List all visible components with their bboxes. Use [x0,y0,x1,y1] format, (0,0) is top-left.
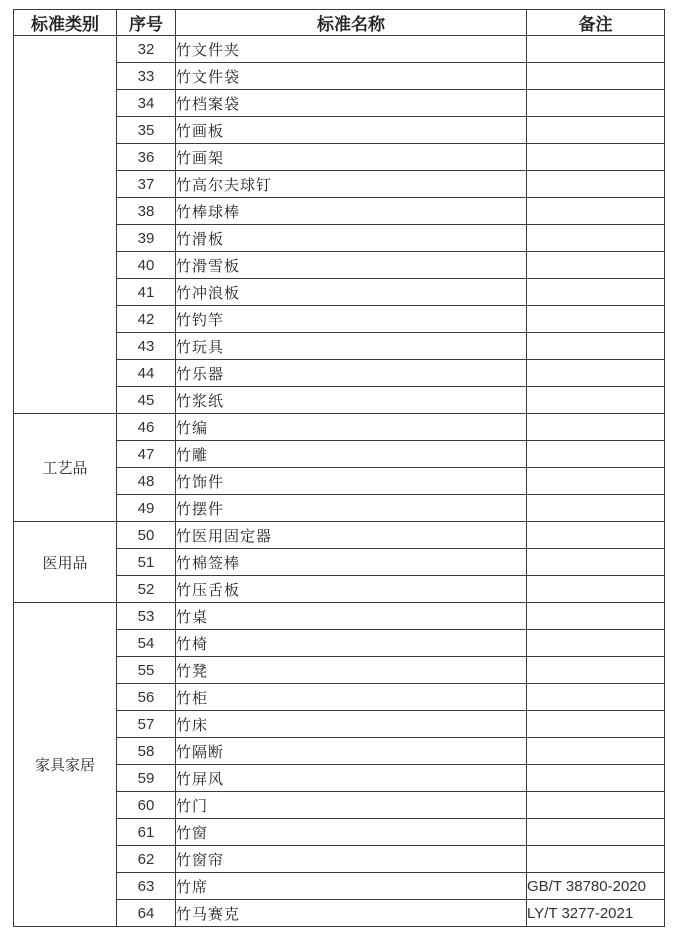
seq-number-cell: 42 [117,306,176,333]
standard-name-cell: 竹棒球棒 [176,198,527,225]
header-row [14,10,665,36]
seq-number-cell: 38 [117,198,176,225]
standard-name-cell: 竹床 [176,711,527,738]
note-cell: GB/T 38780-2020 [527,873,665,900]
standard-name-cell: 竹椅 [176,630,527,657]
category-cell: 工艺品 [14,414,117,522]
seq-number-cell: 60 [117,792,176,819]
note-cell [527,441,665,468]
standard-name-cell: 竹屏风 [176,765,527,792]
note-cell [527,144,665,171]
note-cell [527,414,665,441]
seq-number-cell: 58 [117,738,176,765]
header-note: 备注 [527,10,665,36]
standard-name-cell: 竹文件袋 [176,63,527,90]
note-cell [527,90,665,117]
seq-number-cell: 56 [117,684,176,711]
standard-name-cell: 竹席 [176,873,527,900]
note-cell [527,63,665,90]
standard-name-cell: 竹画架 [176,144,527,171]
standard-name-cell: 竹滑板 [176,225,527,252]
seq-number-cell: 39 [117,225,176,252]
standard-name-cell: 竹柜 [176,684,527,711]
note-cell [527,738,665,765]
seq-number-cell: 41 [117,279,176,306]
note-cell [527,117,665,144]
table-row [14,414,665,441]
seq-number-cell: 59 [117,765,176,792]
note-cell [527,792,665,819]
category-cell: 家具家居 [14,603,117,927]
standard-name-cell: 竹滑雪板 [176,252,527,279]
standard-name-cell: 竹乐器 [176,360,527,387]
seq-number-cell: 61 [117,819,176,846]
seq-number-cell: 45 [117,387,176,414]
standard-name-cell: 竹马赛克 [176,900,527,927]
seq-number-cell: 50 [117,522,176,549]
standard-name-cell: 竹凳 [176,657,527,684]
seq-number-cell: 36 [117,144,176,171]
seq-number-cell: 63 [117,873,176,900]
header-name: 标准名称 [176,10,527,36]
header-category: 标准类别 [14,10,117,36]
note-cell [527,846,665,873]
note-cell [527,225,665,252]
seq-number-cell: 49 [117,495,176,522]
note-cell [527,549,665,576]
category-cell [14,36,117,414]
standard-name-cell: 竹编 [176,414,527,441]
standard-name-cell: 竹浆纸 [176,387,527,414]
seq-number-cell: 43 [117,333,176,360]
standard-name-cell: 竹画板 [176,117,527,144]
table-row [14,36,665,63]
standard-name-cell: 竹窗 [176,819,527,846]
category-cell: 医用品 [14,522,117,603]
standard-name-cell: 竹门 [176,792,527,819]
seq-number-cell: 51 [117,549,176,576]
standard-name-cell: 竹冲浪板 [176,279,527,306]
note-cell [527,306,665,333]
standard-name-cell: 竹高尔夫球钉 [176,171,527,198]
standard-name-cell: 竹钓竿 [176,306,527,333]
note-cell [527,711,665,738]
note-cell [527,576,665,603]
note-cell [527,630,665,657]
note-cell [527,603,665,630]
seq-number-cell: 47 [117,441,176,468]
standard-name-cell: 竹桌 [176,603,527,630]
seq-number-cell: 64 [117,900,176,927]
standard-name-cell: 竹窗帘 [176,846,527,873]
standard-name-cell: 竹医用固定器 [176,522,527,549]
seq-number-cell: 37 [117,171,176,198]
note-cell [527,765,665,792]
note-cell [527,522,665,549]
standard-name-cell: 竹压舌板 [176,576,527,603]
standard-name-cell: 竹档案袋 [176,90,527,117]
seq-number-cell: 48 [117,468,176,495]
note-cell [527,360,665,387]
note-cell [527,387,665,414]
note-cell [527,252,665,279]
seq-number-cell: 40 [117,252,176,279]
seq-number-cell: 57 [117,711,176,738]
header-seq: 序号 [117,10,176,36]
seq-number-cell: 54 [117,630,176,657]
note-cell: LY/T 3277-2021 [527,900,665,927]
seq-number-cell: 46 [117,414,176,441]
note-cell [527,36,665,63]
standard-name-cell: 竹文件夹 [176,36,527,63]
seq-number-cell: 32 [117,36,176,63]
standard-name-cell: 竹隔断 [176,738,527,765]
standards-table [13,9,665,927]
seq-number-cell: 44 [117,360,176,387]
seq-number-cell: 62 [117,846,176,873]
table-row [14,603,665,630]
note-cell [527,171,665,198]
standard-name-cell: 竹玩具 [176,333,527,360]
seq-number-cell: 53 [117,603,176,630]
seq-number-cell: 35 [117,117,176,144]
note-cell [527,495,665,522]
note-cell [527,279,665,306]
standard-name-cell: 竹饰件 [176,468,527,495]
standard-name-cell: 竹雕 [176,441,527,468]
seq-number-cell: 34 [117,90,176,117]
standard-name-cell: 竹棉签棒 [176,549,527,576]
note-cell [527,333,665,360]
note-cell [527,819,665,846]
note-cell [527,468,665,495]
seq-number-cell: 55 [117,657,176,684]
table-row [14,522,665,549]
seq-number-cell: 52 [117,576,176,603]
standard-name-cell: 竹摆件 [176,495,527,522]
seq-number-cell: 33 [117,63,176,90]
note-cell [527,684,665,711]
note-cell [527,657,665,684]
table-body [14,36,665,927]
note-cell [527,198,665,225]
